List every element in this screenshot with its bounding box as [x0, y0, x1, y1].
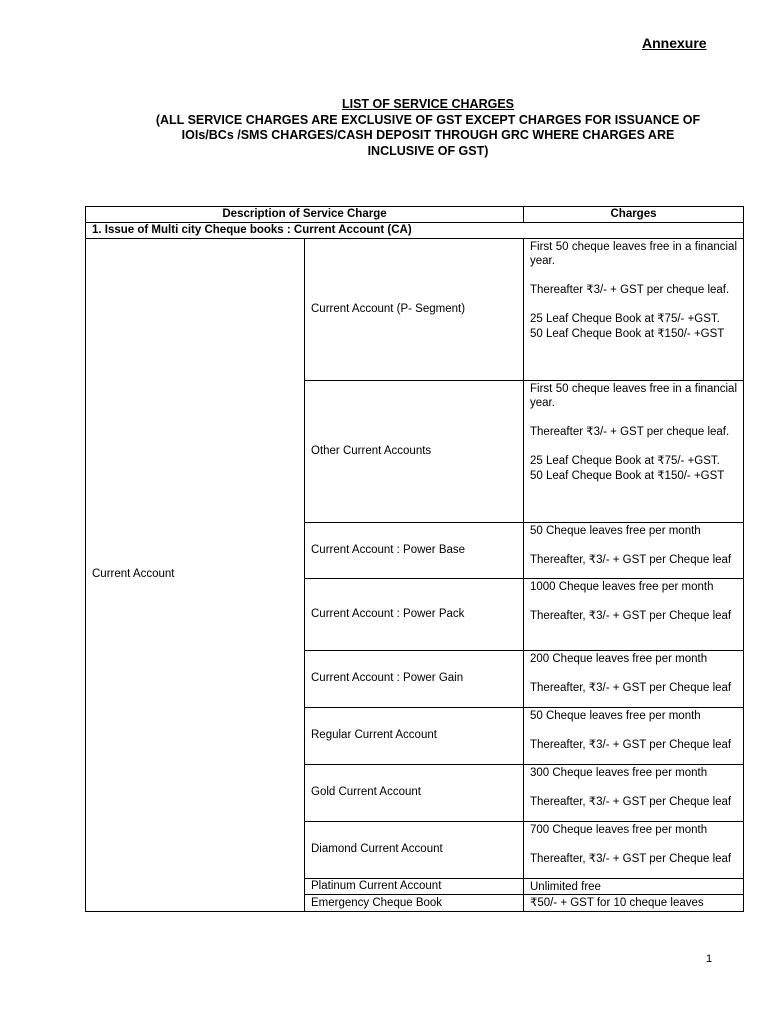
charge-line: Unlimited free: [530, 880, 601, 893]
heading-line-3: IOIs/BCs /SMS CHARGES/CASH DEPOSIT THROUGH GRC WHERE CHARGES ARE: [181, 128, 675, 142]
charge-line: Thereafter ₹3/- + GST per cheque leaf.: [530, 426, 730, 438]
charge-line: Thereafter, ₹3/- + GST per Cheque leaf: [530, 553, 732, 566]
group-label-current-account: Current Account: [86, 238, 305, 911]
row-label: Gold Current Account: [305, 764, 524, 821]
page-number: 1: [706, 953, 713, 965]
row-label: Emergency Cheque Book: [305, 895, 524, 912]
charge-line: Thereafter, ₹3/- + GST per Cheque leaf: [530, 738, 732, 751]
charge-line: 300 Cheque leaves free per month: [530, 766, 708, 779]
header-description: Description of Service Charge: [86, 207, 524, 223]
annexure-label: Annexure: [642, 35, 707, 51]
charge-line: 25 Leaf Cheque Book at ₹75/- +GST.: [530, 313, 720, 325]
charge-line: Thereafter, ₹3/- + GST per Cheque leaf: [530, 852, 732, 865]
row-charges: [524, 707, 744, 764]
section-title: 1. Issue of Multi city Cheque books : Current Account (CA): [86, 222, 744, 238]
row-charges: [524, 522, 744, 578]
row-charges: [524, 238, 744, 380]
row-label: Current Account (P- Segment): [305, 238, 524, 380]
row-label: Current Account : Power Gain: [305, 650, 524, 707]
charge-line: Thereafter, ₹3/- + GST per Cheque leaf: [530, 681, 732, 694]
row-charges: [524, 895, 744, 912]
charge-line: First 50 cheque leaves free in a financial year.: [530, 240, 737, 267]
charge-line: 25 Leaf Cheque Book at ₹75/- +GST.: [530, 455, 720, 467]
charge-line: 50 Leaf Cheque Book at ₹150/- +GST: [530, 469, 725, 482]
table-row: [86, 238, 744, 380]
charge-line: 1000 Cheque leaves free per month: [530, 580, 714, 593]
heading-line-2: (ALL SERVICE CHARGES ARE EXCLUSIVE OF GST EXCEPT CHARGES FOR ISSUANCE OF: [155, 112, 701, 127]
row-label: Regular Current Account: [305, 707, 524, 764]
section-row: [86, 222, 744, 238]
charge-line: Thereafter ₹3/- + GST per cheque leaf.: [530, 284, 730, 296]
document-heading: [90, 97, 766, 159]
row-charges: [524, 578, 744, 650]
charge-line: Thereafter, ₹3/- + GST per Cheque leaf: [530, 795, 732, 808]
row-label: Diamond Current Account: [305, 821, 524, 878]
charge-line: Thereafter, ₹3/- + GST per Cheque leaf: [530, 609, 732, 622]
row-label: Current Account : Power Pack: [305, 578, 524, 650]
row-label: Other Current Accounts: [305, 380, 524, 522]
charge-line: 50 Leaf Cheque Book at ₹150/- +GST: [530, 327, 725, 340]
row-charges: [524, 821, 744, 878]
heading-line-4: INCLUSIVE OF GST): [367, 143, 489, 158]
charge-line: 50 Cheque leaves free per month: [530, 524, 701, 537]
row-charges: [524, 650, 744, 707]
header-charges: Charges: [524, 207, 744, 223]
row-charges: [524, 764, 744, 821]
heading-title: LIST OF SERVICE CHARGES: [341, 97, 514, 111]
row-charges: [524, 380, 744, 522]
charge-line: 50 Cheque leaves free per month: [530, 709, 701, 722]
row-label: Current Account : Power Base: [305, 522, 524, 578]
row-charges: [524, 878, 744, 895]
table-header-row: [86, 207, 744, 223]
service-charges-table: [85, 206, 744, 912]
charge-line: 700 Cheque leaves free per month: [530, 823, 708, 836]
charge-line: ₹50/- + GST for 10 cheque leaves: [530, 897, 704, 909]
row-label: Platinum Current Account: [305, 878, 524, 895]
charge-line: 200 Cheque leaves free per month: [530, 652, 708, 665]
charge-line: First 50 cheque leaves free in a financial year.: [530, 382, 737, 409]
